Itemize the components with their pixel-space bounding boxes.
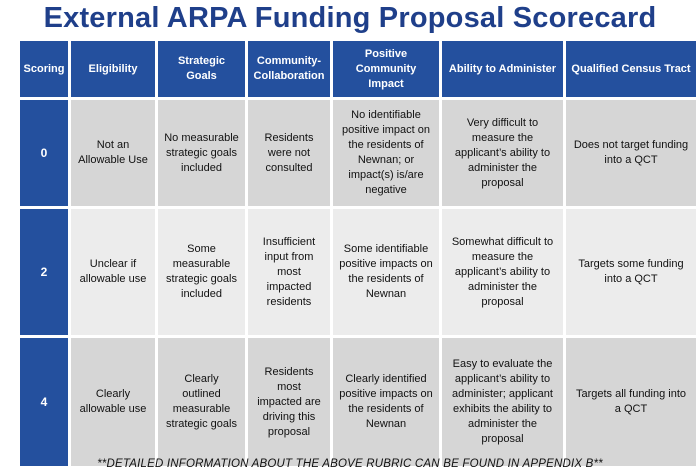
table-cell: Unclear if allowable use: [71, 209, 155, 335]
table-cell: Residents were not consulted: [248, 100, 330, 206]
header-scoring: Scoring: [20, 41, 68, 97]
page-title: External ARPA Funding Proposal Scorecard: [43, 2, 657, 34]
table-cell: Insufficient input from most impacted residents: [248, 209, 330, 335]
scorecard-table: [20, 41, 693, 466]
table-cell: No identifiable positive impact on the residents of Newnan; or impact(s) is/are negative: [333, 100, 439, 206]
header-strategic-goals: Strategic Goals: [158, 41, 245, 97]
header-positive-community-impact: Positive Community Impact: [333, 41, 439, 97]
table-cell: Targets all funding into a QCT: [566, 338, 696, 466]
table-cell: Easy to evaluate the applicant’s ability to administer; applicant exhibits the ability to administer the proposal: [442, 338, 563, 466]
table-cell: Targets some funding into a QCT: [566, 209, 696, 335]
table-cell: Clearly allowable use: [71, 338, 155, 466]
score-cell: 2: [20, 209, 68, 335]
table-cell: Does not target funding into a QCT: [566, 100, 696, 206]
header-community-collaboration: Community-Collaboration: [248, 41, 330, 97]
table-cell: No measurable strategic goals included: [158, 100, 245, 206]
table-cell: Very difficult to measure the applicant’s ability to administer the proposal: [442, 100, 563, 206]
header-ability-to-administer: Ability to Administer: [442, 41, 563, 97]
header-qualified-census-tract: Qualified Census Tract: [566, 41, 696, 97]
table-cell: Clearly outlined measurable strategic goals: [158, 338, 245, 466]
table-cell: Clearly identified positive impacts on the residents of Newnan: [333, 338, 439, 466]
score-cell: 4: [20, 338, 68, 466]
score-cell: 0: [20, 100, 68, 206]
table-cell: Somewhat difficult to measure the applicant’s ability to administer the proposal: [442, 209, 563, 335]
footer-note: **DETAILED INFORMATION ABOUT THE ABOVE RUBRIC CAN BE FOUND IN APPENDIX B**: [97, 458, 603, 470]
table-cell: Some identifiable positive impacts on the residents of Newnan: [333, 209, 439, 335]
table-cell: Residents most impacted are driving this proposal: [248, 338, 330, 466]
table-cell: Not an Allowable Use: [71, 100, 155, 206]
table-cell: Some measurable strategic goals included: [158, 209, 245, 335]
header-eligibility: Eligibility: [71, 41, 155, 97]
